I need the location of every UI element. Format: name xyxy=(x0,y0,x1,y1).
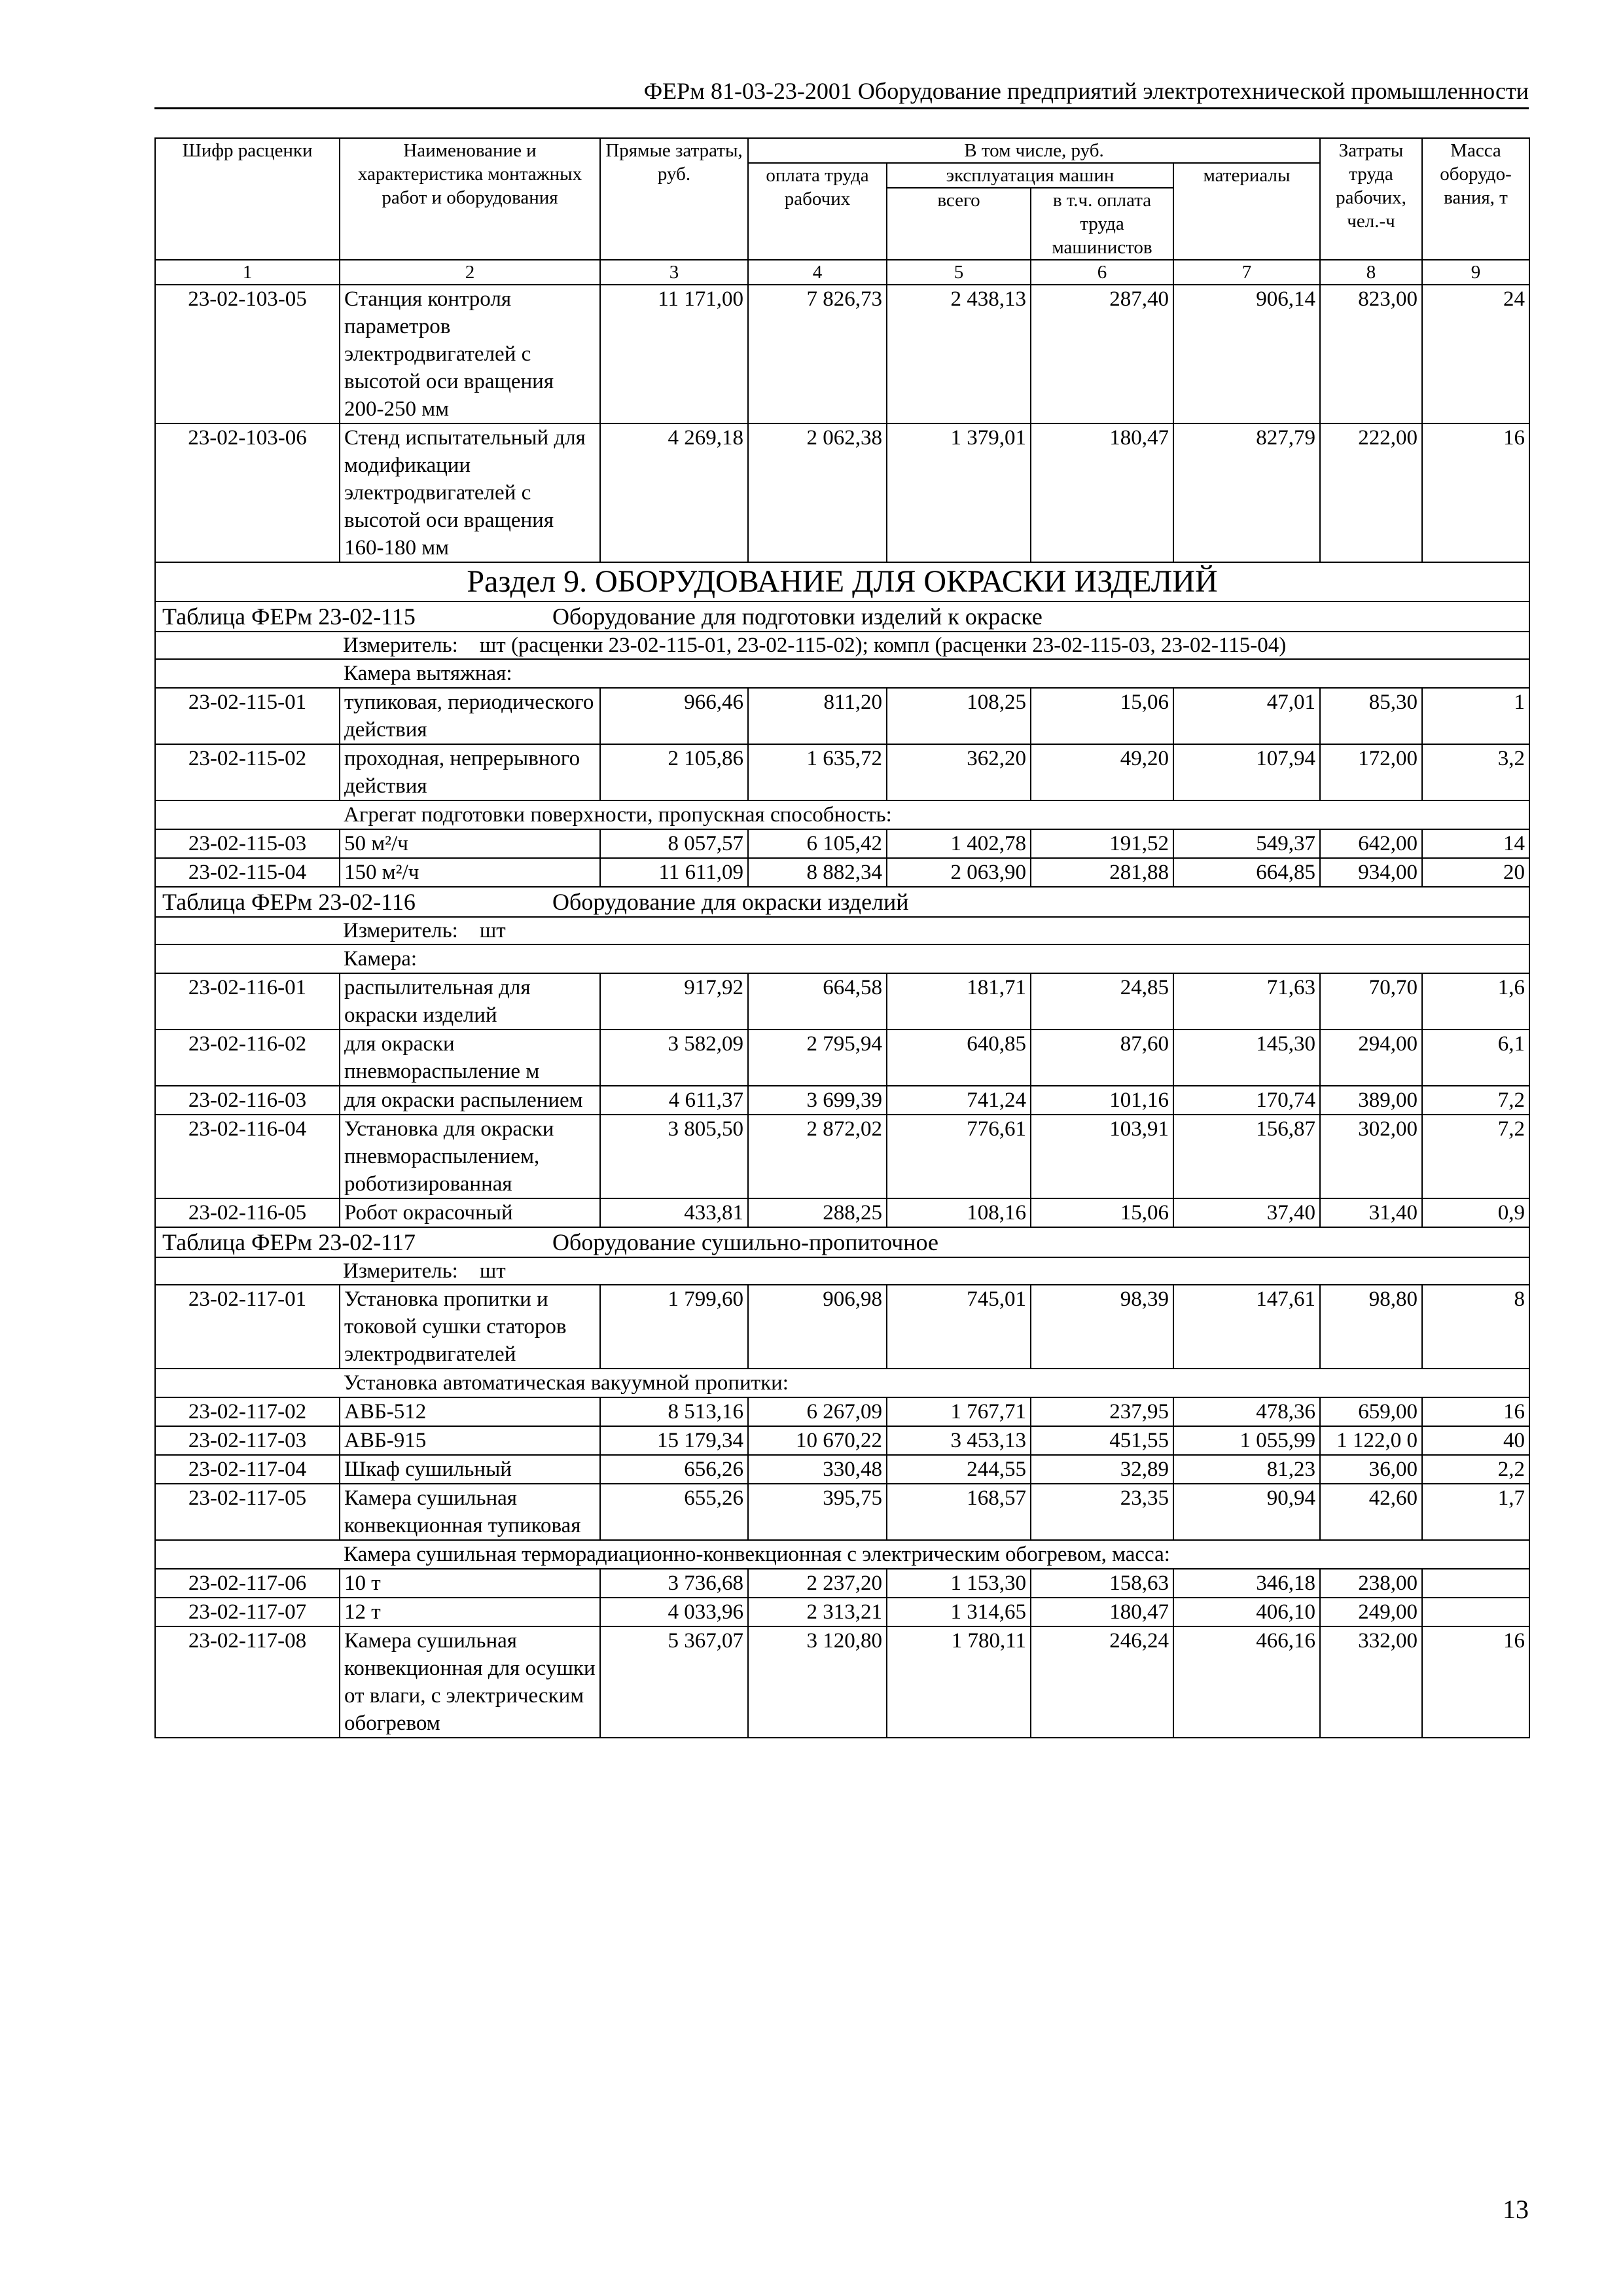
machinist-pay-cell: 49,20 xyxy=(1031,744,1173,800)
table-row xyxy=(155,1397,1529,1426)
code-cell: 23-02-103-06 xyxy=(155,423,340,562)
mass-cell: 16 xyxy=(1422,1397,1529,1426)
labor-pay-cell: 7 826,73 xyxy=(748,285,887,423)
labor-pay-cell: 6 105,42 xyxy=(748,829,887,858)
labor-pay-cell: 2 313,21 xyxy=(748,1598,887,1626)
materials-cell: 147,61 xyxy=(1173,1285,1320,1369)
labor-pay-cell: 2 872,02 xyxy=(748,1115,887,1198)
machinist-pay-cell: 103,91 xyxy=(1031,1115,1173,1198)
machinist-pay-cell: 23,35 xyxy=(1031,1484,1173,1540)
code-cell: 23-02-116-03 xyxy=(155,1086,340,1115)
code-cell: 23-02-115-02 xyxy=(155,744,340,800)
machinist-pay-cell: 180,47 xyxy=(1031,423,1173,562)
code-cell: 23-02-116-01 xyxy=(155,973,340,1030)
labor-cost-cell: 1 122,0 0 xyxy=(1320,1426,1422,1455)
column-numbers-row xyxy=(155,260,1529,285)
direct-cost-cell: 1 799,60 xyxy=(600,1285,748,1369)
machinist-pay-cell: 281,88 xyxy=(1031,858,1173,887)
rows-117-c xyxy=(155,1455,1529,1540)
col-number: 1 xyxy=(155,260,340,285)
code-cell: 23-02-117-01 xyxy=(155,1285,340,1369)
name-cell: АВБ-512 xyxy=(340,1397,600,1426)
col-number: 7 xyxy=(1173,260,1320,285)
section-title: Раздел 9. ОБОРУДОВАНИЕ ДЛЯ ОКРАСКИ ИЗДЕЛИЙ xyxy=(155,562,1529,601)
col-machine-total: всего xyxy=(887,188,1031,260)
materials-cell: 478,36 xyxy=(1173,1397,1320,1426)
mass-cell: 6,1 xyxy=(1422,1030,1529,1086)
measure-row xyxy=(155,632,1529,659)
measure-label: Измеритель: xyxy=(343,919,458,942)
mass-cell: 16 xyxy=(1422,1626,1529,1738)
rows-top xyxy=(155,285,1529,562)
labor-cost-cell: 238,00 xyxy=(1320,1569,1422,1598)
materials-cell: 346,18 xyxy=(1173,1569,1320,1598)
labor-cost-cell: 294,00 xyxy=(1320,1030,1422,1086)
labor-pay-cell: 6 267,09 xyxy=(748,1397,887,1426)
labor-pay-cell: 8 882,34 xyxy=(748,858,887,887)
direct-cost-cell: 3 805,50 xyxy=(600,1115,748,1198)
table-label: Таблица ФЕРм 23-02-117 xyxy=(162,1229,416,1255)
machinist-pay-cell: 15,06 xyxy=(1031,1198,1173,1227)
col-machinist-pay: в т.ч. оплата труда машинистов xyxy=(1031,188,1173,260)
table-row xyxy=(155,744,1529,800)
mass-cell xyxy=(1422,1598,1529,1626)
name-cell: Установка пропитки и токовой сушки статоров электродвигателей xyxy=(340,1285,600,1369)
labor-cost-cell: 70,70 xyxy=(1320,973,1422,1030)
direct-cost-cell: 2 105,86 xyxy=(600,744,748,800)
labor-pay-cell: 664,58 xyxy=(748,973,887,1030)
direct-cost-cell: 966,46 xyxy=(600,688,748,744)
table-title: Оборудование сушильно-пропиточное xyxy=(552,1229,938,1255)
code-cell: 23-02-117-03 xyxy=(155,1426,340,1455)
machine-cost-cell: 640,85 xyxy=(887,1030,1031,1086)
group-heading: Установка автоматическая вакуумной пропитки: xyxy=(340,1369,1529,1397)
mass-cell: 0,9 xyxy=(1422,1198,1529,1227)
col-labor-pay: оплата труда рабочих xyxy=(748,163,887,260)
rates-table xyxy=(154,137,1530,1738)
col-name: Наименование и характеристика монтажных работ и оборудования xyxy=(340,138,600,260)
table-label: Таблица ФЕРм 23-02-116 xyxy=(162,889,416,915)
labor-cost-cell: 36,00 xyxy=(1320,1455,1422,1484)
labor-pay-cell: 10 670,22 xyxy=(748,1426,887,1455)
direct-cost-cell: 8 513,16 xyxy=(600,1397,748,1426)
measure-value: шт xyxy=(479,1259,506,1283)
group-heading: Камера вытяжная: xyxy=(340,659,1529,688)
measure-row xyxy=(155,917,1529,944)
table-row xyxy=(155,1484,1529,1540)
mass-cell: 7,2 xyxy=(1422,1086,1529,1115)
col-number: 2 xyxy=(340,260,600,285)
group-heading: Камера сушильная терморадиационно-конвекционная с электрическим обогревом, масса: xyxy=(340,1540,1529,1569)
rows-117-d xyxy=(155,1569,1529,1626)
mass-cell: 1,6 xyxy=(1422,973,1529,1030)
machine-cost-cell: 745,01 xyxy=(887,1285,1031,1369)
col-number: 8 xyxy=(1320,260,1422,285)
labor-cost-cell: 31,40 xyxy=(1320,1198,1422,1227)
name-cell: проходная, непрерывного действия xyxy=(340,744,600,800)
code-cell: 23-02-115-03 xyxy=(155,829,340,858)
direct-cost-cell: 15 179,34 xyxy=(600,1426,748,1455)
materials-cell: 549,37 xyxy=(1173,829,1320,858)
machinist-pay-cell: 24,85 xyxy=(1031,973,1173,1030)
labor-cost-cell: 659,00 xyxy=(1320,1397,1422,1426)
machine-cost-cell: 3 453,13 xyxy=(887,1426,1031,1455)
machine-cost-cell: 181,71 xyxy=(887,973,1031,1030)
table-head xyxy=(155,138,1529,285)
machine-cost-cell: 1 153,30 xyxy=(887,1569,1031,1598)
labor-cost-cell: 332,00 xyxy=(1320,1626,1422,1738)
labor-pay-cell: 2 062,38 xyxy=(748,423,887,562)
measure-row xyxy=(155,1257,1529,1285)
mass-cell: 3,2 xyxy=(1422,744,1529,800)
code-cell: 23-02-117-02 xyxy=(155,1397,340,1426)
labor-pay-cell: 2 795,94 xyxy=(748,1030,887,1086)
measure-value: шт (расценки 23-02-115-01, 23-02-115-02); компл (расценки 23-02-115-03, 23-02-115-04) xyxy=(479,634,1287,657)
mass-cell: 16 xyxy=(1422,423,1529,562)
machine-cost-cell: 1 767,71 xyxy=(887,1397,1031,1426)
direct-cost-cell: 11 171,00 xyxy=(600,285,748,423)
direct-cost-cell: 8 057,57 xyxy=(600,829,748,858)
code-cell: 23-02-115-01 xyxy=(155,688,340,744)
machinist-pay-cell: 451,55 xyxy=(1031,1426,1173,1455)
table-row xyxy=(155,1198,1529,1227)
materials-cell: 47,01 xyxy=(1173,688,1320,744)
machinist-pay-cell: 15,06 xyxy=(1031,688,1173,744)
machine-cost-cell: 1 379,01 xyxy=(887,423,1031,562)
machinist-pay-cell: 158,63 xyxy=(1031,1569,1173,1598)
col-number: 9 xyxy=(1422,260,1529,285)
mass-cell: 20 xyxy=(1422,858,1529,887)
running-header: ФЕРм 81-03-23-2001 Оборудование предприятий электротехнической промышленности xyxy=(643,78,1529,104)
labor-pay-cell: 811,20 xyxy=(748,688,887,744)
materials-cell: 406,10 xyxy=(1173,1598,1320,1626)
rows-115-b xyxy=(155,829,1529,887)
name-cell: 10 т xyxy=(340,1569,600,1598)
col-machine-op: эксплуатация машин xyxy=(887,163,1173,188)
machinist-pay-cell: 287,40 xyxy=(1031,285,1173,423)
code-cell: 23-02-115-04 xyxy=(155,858,340,887)
name-cell: Камера сушильная конвекционная для осушки от влаги, с электрическим обогревом xyxy=(340,1626,600,1738)
name-cell: Шкаф сушильный xyxy=(340,1455,600,1484)
direct-cost-cell: 4 611,37 xyxy=(600,1086,748,1115)
section-9 xyxy=(155,562,1529,688)
labor-cost-cell: 934,00 xyxy=(1320,858,1422,887)
table-row xyxy=(155,1626,1529,1738)
rows-117-e xyxy=(155,1626,1529,1738)
machine-cost-cell: 741,24 xyxy=(887,1086,1031,1115)
labor-cost-cell: 823,00 xyxy=(1320,285,1422,423)
labor-cost-cell: 302,00 xyxy=(1320,1115,1422,1198)
labor-pay-cell: 3 120,80 xyxy=(748,1626,887,1738)
labor-cost-cell: 222,00 xyxy=(1320,423,1422,562)
col-number: 5 xyxy=(887,260,1031,285)
code-cell: 23-02-116-02 xyxy=(155,1030,340,1086)
machinist-pay-cell: 246,24 xyxy=(1031,1626,1173,1738)
col-number: 4 xyxy=(748,260,887,285)
table-row xyxy=(155,423,1529,562)
table-title: Оборудование для подготовки изделий к окраске xyxy=(552,603,1043,630)
mass-cell: 1,7 xyxy=(1422,1484,1529,1540)
name-cell: 150 м²/ч xyxy=(340,858,600,887)
col-direct: Прямые затраты, руб. xyxy=(600,138,748,260)
materials-cell: 170,74 xyxy=(1173,1086,1320,1115)
col-labor-cost: Затраты труда рабочих, чел.-ч xyxy=(1320,138,1422,260)
table-row xyxy=(155,1598,1529,1626)
machinist-pay-cell: 180,47 xyxy=(1031,1598,1173,1626)
code-cell: 23-02-117-06 xyxy=(155,1569,340,1598)
direct-cost-cell: 917,92 xyxy=(600,973,748,1030)
labor-cost-cell: 249,00 xyxy=(1320,1598,1422,1626)
machinist-pay-cell: 191,52 xyxy=(1031,829,1173,858)
name-cell: 12 т xyxy=(340,1598,600,1626)
table-117-title-row xyxy=(155,1227,1529,1257)
mass-cell: 24 xyxy=(1422,285,1529,423)
table-row xyxy=(155,285,1529,423)
direct-cost-cell: 433,81 xyxy=(600,1198,748,1227)
materials-cell: 466,16 xyxy=(1173,1626,1320,1738)
code-cell: 23-02-117-04 xyxy=(155,1455,340,1484)
materials-cell: 827,79 xyxy=(1173,423,1320,562)
measure-value: шт xyxy=(479,919,506,942)
code-cell: 23-02-103-05 xyxy=(155,285,340,423)
table-title: Оборудование для окраски изделий xyxy=(552,889,909,915)
labor-pay-cell: 330,48 xyxy=(748,1455,887,1484)
mass-cell: 14 xyxy=(1422,829,1529,858)
name-cell: Станция контроля параметров электродвигателей с высотой оси вращения 200-250 мм xyxy=(340,285,600,423)
materials-cell: 81,23 xyxy=(1173,1455,1320,1484)
labor-pay-cell: 395,75 xyxy=(748,1484,887,1540)
machine-cost-cell: 244,55 xyxy=(887,1455,1031,1484)
machine-cost-cell: 776,61 xyxy=(887,1115,1031,1198)
labor-pay-cell: 288,25 xyxy=(748,1198,887,1227)
machine-cost-cell: 168,57 xyxy=(887,1484,1031,1540)
mass-cell: 8 xyxy=(1422,1285,1529,1369)
machine-cost-cell: 362,20 xyxy=(887,744,1031,800)
name-cell: Установка для окраски пневмораспылением, роботизированная xyxy=(340,1115,600,1198)
table-row xyxy=(155,1426,1529,1455)
rows-116-b xyxy=(155,1115,1529,1227)
table-row xyxy=(155,1086,1529,1115)
machine-cost-cell: 1 780,11 xyxy=(887,1626,1031,1738)
materials-cell: 1 055,99 xyxy=(1173,1426,1320,1455)
col-code: Шифр расценки xyxy=(155,138,340,260)
name-cell: для окраски пневмораспыление м xyxy=(340,1030,600,1086)
name-cell: Стенд испытательный для модификации электродвигателей с высотой оси вращения 160-180 мм xyxy=(340,423,600,562)
table-row xyxy=(155,973,1529,1030)
machine-cost-cell: 1 402,78 xyxy=(887,829,1031,858)
direct-cost-cell: 5 367,07 xyxy=(600,1626,748,1738)
name-cell: распылительная для окраски изделий xyxy=(340,973,600,1030)
labor-pay-cell: 2 237,20 xyxy=(748,1569,887,1598)
col-materials: материалы xyxy=(1173,163,1320,260)
name-cell: тупиковая, периодического действия xyxy=(340,688,600,744)
name-cell: для окраски распылением xyxy=(340,1086,600,1115)
name-cell: 50 м²/ч xyxy=(340,829,600,858)
col-number: 6 xyxy=(1031,260,1173,285)
labor-cost-cell: 642,00 xyxy=(1320,829,1422,858)
code-cell: 23-02-116-05 xyxy=(155,1198,340,1227)
rows-115-a xyxy=(155,688,1529,800)
table-row xyxy=(155,1569,1529,1598)
labor-cost-cell: 85,30 xyxy=(1320,688,1422,744)
name-cell: Робот окрасочный xyxy=(340,1198,600,1227)
labor-pay-cell: 906,98 xyxy=(748,1285,887,1369)
measure-label: Измеритель: xyxy=(343,634,458,657)
rows-117-a xyxy=(155,1285,1529,1369)
direct-cost-cell: 4 033,96 xyxy=(600,1598,748,1626)
table-row xyxy=(155,1030,1529,1086)
materials-cell: 145,30 xyxy=(1173,1030,1320,1086)
header-rule xyxy=(154,107,1529,109)
direct-cost-cell: 3 736,68 xyxy=(600,1569,748,1598)
table-row xyxy=(155,858,1529,887)
group-heading: Агрегат подготовки поверхности, пропускная способность: xyxy=(340,800,1529,829)
materials-cell: 664,85 xyxy=(1173,858,1320,887)
machine-cost-cell: 108,25 xyxy=(887,688,1031,744)
measure-label: Измеритель: xyxy=(343,1259,458,1283)
materials-cell: 37,40 xyxy=(1173,1198,1320,1227)
labor-cost-cell: 389,00 xyxy=(1320,1086,1422,1115)
machine-cost-cell: 1 314,65 xyxy=(887,1598,1031,1626)
materials-cell: 71,63 xyxy=(1173,973,1320,1030)
rows-116-a xyxy=(155,973,1529,1115)
name-cell: АВБ-915 xyxy=(340,1426,600,1455)
col-including: В том числе, руб. xyxy=(748,138,1320,163)
table-row xyxy=(155,688,1529,744)
mass-cell: 40 xyxy=(1422,1426,1529,1455)
code-cell: 23-02-117-05 xyxy=(155,1484,340,1540)
table-label: Таблица ФЕРм 23-02-115 xyxy=(162,603,416,630)
mass-cell: 7,2 xyxy=(1422,1115,1529,1198)
machinist-pay-cell: 32,89 xyxy=(1031,1455,1173,1484)
labor-cost-cell: 98,80 xyxy=(1320,1285,1422,1369)
table-row xyxy=(155,1285,1529,1369)
table-116-title-row xyxy=(155,887,1529,917)
table-row xyxy=(155,829,1529,858)
direct-cost-cell: 656,26 xyxy=(600,1455,748,1484)
code-cell: 23-02-116-04 xyxy=(155,1115,340,1198)
materials-cell: 906,14 xyxy=(1173,285,1320,423)
table-115-title-row xyxy=(155,601,1529,632)
code-cell: 23-02-117-08 xyxy=(155,1626,340,1738)
direct-cost-cell: 4 269,18 xyxy=(600,423,748,562)
direct-cost-cell: 11 611,09 xyxy=(600,858,748,887)
machinist-pay-cell: 87,60 xyxy=(1031,1030,1173,1086)
mass-cell xyxy=(1422,1569,1529,1598)
page-number: 13 xyxy=(1503,2195,1529,2224)
code-cell: 23-02-117-07 xyxy=(155,1598,340,1626)
labor-cost-cell: 42,60 xyxy=(1320,1484,1422,1540)
labor-pay-cell: 1 635,72 xyxy=(748,744,887,800)
direct-cost-cell: 3 582,09 xyxy=(600,1030,748,1086)
direct-cost-cell: 655,26 xyxy=(600,1484,748,1540)
machinist-pay-cell: 101,16 xyxy=(1031,1086,1173,1115)
table-row xyxy=(155,1115,1529,1198)
mass-cell: 1 xyxy=(1422,688,1529,744)
materials-cell: 107,94 xyxy=(1173,744,1320,800)
mass-cell: 2,2 xyxy=(1422,1455,1529,1484)
group-heading: Камера: xyxy=(340,944,1529,973)
name-cell: Камера сушильная конвекционная тупиковая xyxy=(340,1484,600,1540)
materials-cell: 90,94 xyxy=(1173,1484,1320,1540)
table-row xyxy=(155,1455,1529,1484)
col-mass: Масса оборудо-вания, т xyxy=(1422,138,1529,260)
machinist-pay-cell: 237,95 xyxy=(1031,1397,1173,1426)
col-number: 3 xyxy=(600,260,748,285)
machine-cost-cell: 2 438,13 xyxy=(887,285,1031,423)
materials-cell: 156,87 xyxy=(1173,1115,1320,1198)
machinist-pay-cell: 98,39 xyxy=(1031,1285,1173,1369)
machine-cost-cell: 108,16 xyxy=(887,1198,1031,1227)
labor-pay-cell: 3 699,39 xyxy=(748,1086,887,1115)
rows-117-b xyxy=(155,1397,1529,1455)
labor-cost-cell: 172,00 xyxy=(1320,744,1422,800)
machine-cost-cell: 2 063,90 xyxy=(887,858,1031,887)
